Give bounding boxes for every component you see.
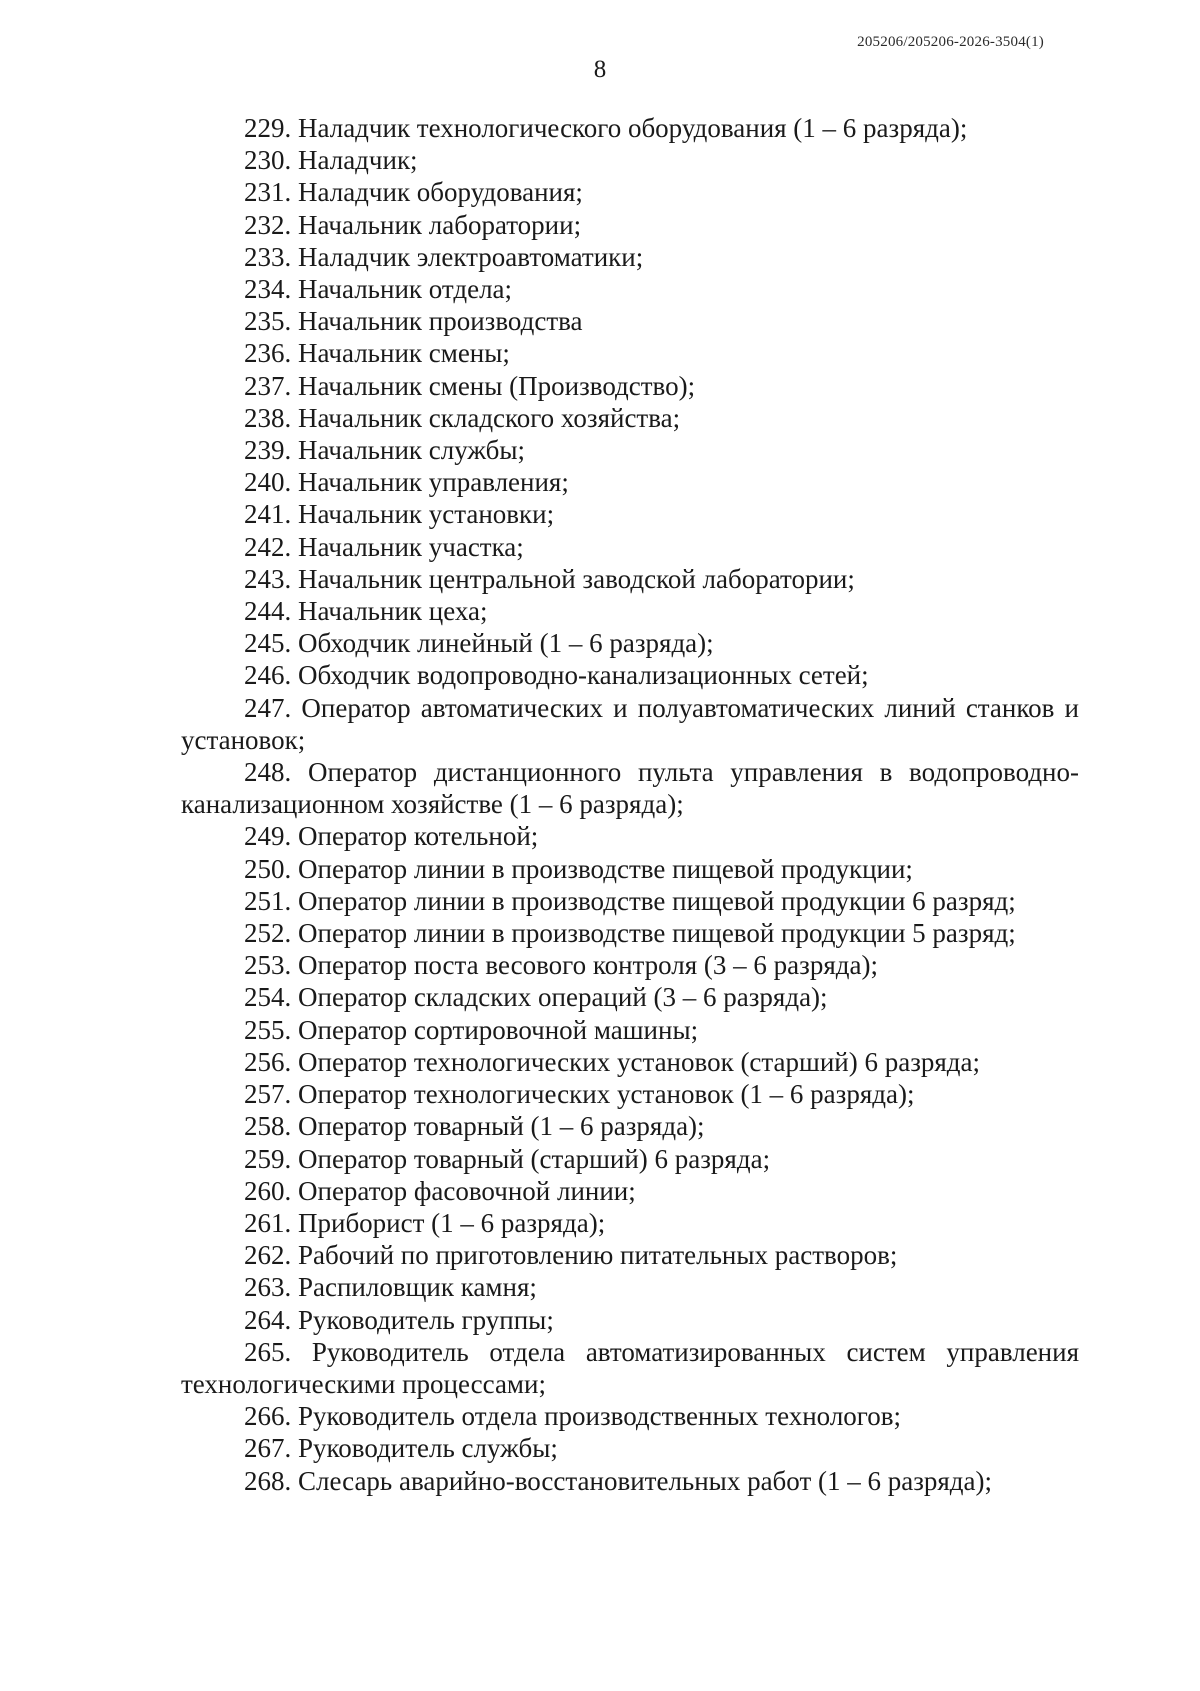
page-number: 8 xyxy=(593,56,607,83)
list-item: 238. Начальник складского хозяйства; xyxy=(244,402,681,433)
list-item: 242. Начальник участка; xyxy=(244,531,524,562)
list-item: 264. Руководитель группы; xyxy=(244,1304,554,1335)
list-item: 256. Оператор технологических установок (старший) 6 разряда; xyxy=(244,1046,981,1077)
profession-list xyxy=(181,112,1079,1497)
list-item: 260. Оператор фасовочной линии; xyxy=(244,1175,636,1206)
list-item: 253. Оператор поста весового контроля (3 – 6 разряда); xyxy=(244,950,878,981)
document-code: 205206/205206-2026-3504(1) xyxy=(857,34,1044,50)
list-item: 266. Руководитель отдела производственных технологов; xyxy=(244,1401,901,1432)
list-item: 259. Оператор товарный (старший) 6 разряда; xyxy=(244,1143,771,1174)
list-item: 230. Наладчик; xyxy=(244,145,418,176)
list-item: 248. Оператор дистанционного пульта управления в водопроводно-канализационном хозяйстве (1 – 6 разряда); xyxy=(181,757,1079,820)
list-item: 231. Наладчик оборудования; xyxy=(244,177,583,208)
list-item: 244. Начальник цеха; xyxy=(244,596,488,627)
list-item: 261. Приборист (1 – 6 разряда); xyxy=(244,1207,606,1238)
list-item: 257. Оператор технологических установок (1 – 6 разряда); xyxy=(244,1079,915,1110)
list-item: 249. Оператор котельной; xyxy=(244,821,539,852)
list-item: 247. Оператор автоматических и полуавтоматических линий станков и установок; xyxy=(181,692,1079,755)
list-item: 245. Обходчик линейный (1 – 6 разряда); xyxy=(244,628,714,659)
list-item: 235. Начальник производства xyxy=(244,306,583,337)
list-item: 246. Обходчик водопроводно-канализационных сетей; xyxy=(244,660,869,691)
list-item: 229. Наладчик технологического оборудования (1 – 6 разряда); xyxy=(244,113,968,143)
list-item: 255. Оператор сортировочной машины; xyxy=(244,1014,699,1045)
list-item: 262. Рабочий по приготовлению питательных растворов; xyxy=(244,1240,898,1271)
list-item: 236. Начальник смены; xyxy=(244,338,510,369)
list-item: 243. Начальник центральной заводской лаборатории; xyxy=(244,563,855,594)
list-item: 251. Оператор линии в производстве пищевой продукции 6 разряд; xyxy=(244,885,1016,916)
list-item: 252. Оператор линии в производстве пищевой продукции 5 разряд; xyxy=(244,918,1016,949)
list-item: 237. Начальник смены (Производство); xyxy=(244,370,696,401)
list-item: 263. Распиловщик камня; xyxy=(244,1272,537,1303)
list-item: 239. Начальник службы; xyxy=(244,435,526,466)
list-item: 258. Оператор товарный (1 – 6 разряда); xyxy=(244,1111,705,1142)
list-item: 265. Руководитель отдела автоматизированных систем управления технологическими процессами; xyxy=(181,1336,1079,1399)
list-item: 267. Руководитель службы; xyxy=(244,1433,558,1464)
list-item: 254. Оператор складских операций (3 – 6 разряда); xyxy=(244,982,828,1013)
list-item: 233. Наладчик электроавтоматики; xyxy=(244,241,644,272)
list-item: 232. Начальник лаборатории; xyxy=(244,209,582,240)
list-item: 234. Начальник отдела; xyxy=(244,274,513,305)
list-item: 240. Начальник управления; xyxy=(244,467,569,498)
list-item: 268. Слесарь аварийно-восстановительных работ (1 – 6 разряда); xyxy=(244,1465,993,1496)
list-item: 250. Оператор линии в производстве пищевой продукции; xyxy=(244,853,913,884)
list-item: 241. Начальник установки; xyxy=(244,499,555,530)
